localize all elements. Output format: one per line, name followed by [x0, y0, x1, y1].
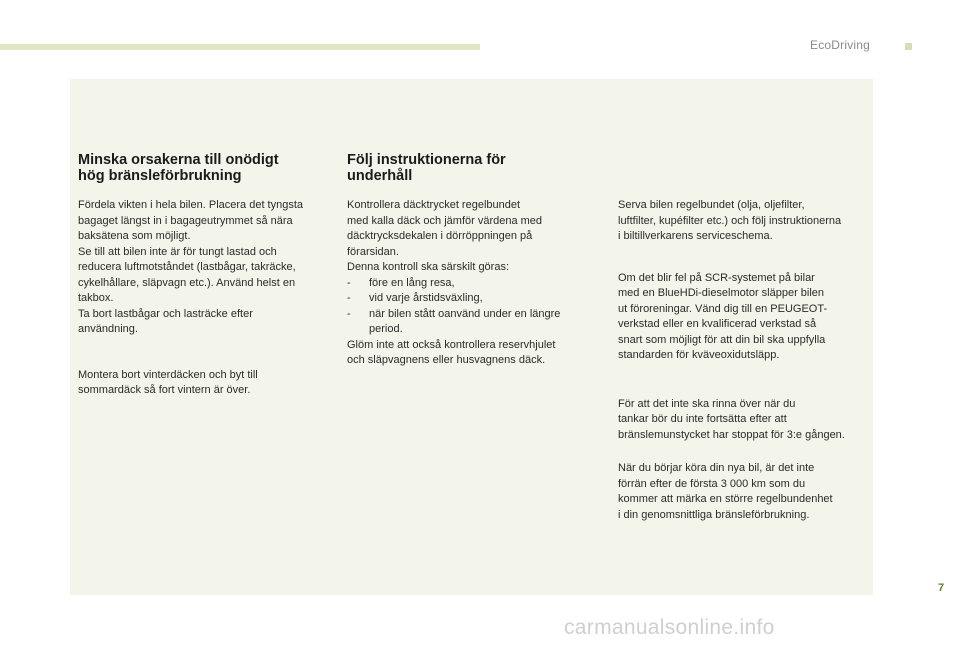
text-line: tankar bör du inte fortsätta efter att	[618, 413, 787, 425]
paragraph-scr-system	[618, 271, 868, 364]
text-line: Serva bilen regelbundet (olja, oljefilter,	[618, 199, 805, 211]
text-line: ut föroreningar. Vänd dig till en PEUGEOT-	[618, 302, 828, 315]
list-item-text: före en lång resa,	[369, 276, 455, 289]
text-line: bränslemunstycket har stoppat för 3:e gången.	[618, 428, 845, 441]
text-line: användning.	[78, 323, 138, 335]
tyre-check-list	[347, 276, 587, 338]
paragraph-spare-wheel	[347, 338, 587, 369]
text-line: Glöm inte att också kontrollera reservhjulet	[347, 338, 556, 351]
text-line: Fördela vikten i hela bilen. Placera det tyngsta	[78, 199, 304, 211]
text-line: däcktrycksdekalen i dörröppningen på	[347, 230, 533, 242]
text-line: baksätena som möjligt.	[78, 230, 191, 242]
text-line: reducera luftmotståndet (lastbågar, takräcke,	[78, 261, 296, 273]
paragraph-refuelling	[618, 397, 868, 444]
content-panel	[70, 79, 873, 595]
text-line: kommer att märka en större regelbundenhet	[618, 493, 833, 505]
text-line: i din genomsnittliga bränsleförbrukning.	[618, 508, 810, 521]
text-line: För att det inte ska rinna över när du	[618, 397, 796, 410]
paragraph-tyre-pressure	[347, 198, 587, 276]
page-number: 7	[938, 582, 945, 594]
text-line: takbox.	[78, 292, 114, 304]
column-service	[618, 198, 868, 523]
text-line: snart som möjligt för att din bil ska uppfylla	[618, 333, 826, 346]
list-item-text: vid varje årstidsväxling,	[369, 292, 483, 304]
section-title: EcoDriving	[810, 38, 871, 52]
heading-line: Minska orsakerna till onödigt	[78, 152, 279, 168]
text-line: Denna kontroll ska särskilt göras:	[347, 261, 510, 273]
heading-reduce-consumption	[78, 152, 338, 184]
column-maintenance	[347, 152, 587, 369]
text-line: och släpvagnens eller husvagnens däck.	[347, 354, 546, 366]
text-line: förrän efter de första 3 000 km som du	[618, 477, 806, 490]
paragraph-weight-load	[78, 198, 338, 338]
list-dash: -	[347, 307, 351, 320]
text-line: bagaget längst in i bagageutrymmet så nära	[78, 214, 293, 227]
text-line: Kontrollera däcktrycket regelbundet	[347, 199, 521, 211]
paragraph-winter-tyres	[78, 368, 338, 399]
list-item	[347, 276, 587, 292]
heading-line: Följ instruktionerna för	[347, 152, 506, 168]
text-line: Ta bort lastbågar och lasträcke efter	[78, 307, 253, 320]
heading-line: hög bränsleförbrukning	[78, 168, 242, 184]
text-line: sommardäck så fort vintern är över.	[78, 384, 251, 396]
text-line: standarden för kväveoxidutsläpp.	[618, 349, 780, 361]
heading-line: underhåll	[347, 168, 413, 184]
paragraph-new-car	[618, 461, 868, 523]
text-line: Montera bort vinterdäcken och byt till	[78, 368, 258, 381]
text-line: verkstad eller en kvalificerad verkstad så	[618, 318, 817, 330]
text-line: När du börjar köra din nya bil, är det inte	[618, 462, 815, 474]
watermark: carmanualsonline.info	[564, 616, 775, 639]
header-square-marker	[905, 43, 912, 50]
list-item	[347, 307, 587, 338]
text-line: cykelhållare, släpvagn etc.). Använd helst en	[78, 276, 296, 289]
heading-maintenance	[347, 152, 587, 184]
text-line: förarsidan.	[347, 245, 399, 258]
list-dash: -	[347, 292, 351, 304]
text-line: Om det blir fel på SCR-systemet på bilar	[618, 271, 815, 284]
text-line: med en BlueHDi-dieselmotor släpper bilen	[618, 287, 825, 299]
header-accent-bar	[0, 44, 480, 50]
list-dash: -	[347, 276, 351, 289]
list-item-text: när bilen stått oanvänd under en längre period.	[369, 307, 561, 335]
text-line: luftfilter, kupéfilter etc.) och följ instruktionerna	[618, 214, 842, 227]
list-item	[347, 291, 587, 307]
text-line: med kalla däck och jämför värdena med	[347, 214, 543, 227]
text-line: i biltillverkarens serviceschema.	[618, 230, 773, 242]
paragraph-service-schedule	[618, 198, 868, 245]
text-line: Se till att bilen inte är för tungt lastad och	[78, 245, 277, 258]
column-reduce-consumption	[78, 152, 338, 399]
